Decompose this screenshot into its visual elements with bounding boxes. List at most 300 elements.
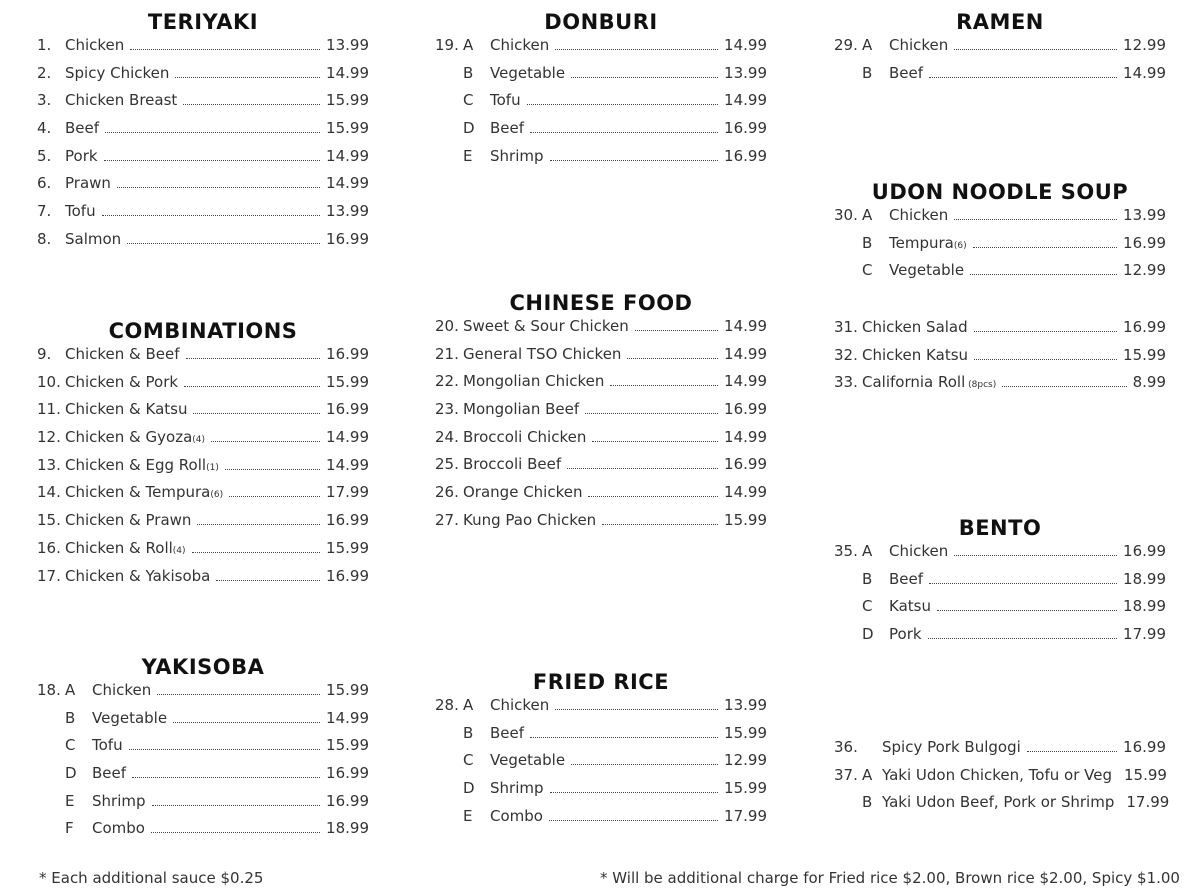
item-variant-letter: C	[65, 736, 76, 755]
dot-leader	[929, 583, 1117, 584]
item-name	[65, 119, 105, 137]
menu-item	[435, 36, 767, 64]
dot-leader	[129, 749, 320, 750]
menu-item	[435, 751, 767, 779]
menu-item	[834, 542, 1166, 570]
section-title: RAMEN	[956, 10, 1044, 34]
dot-leader	[937, 610, 1117, 611]
dot-leader	[211, 441, 320, 442]
menu-item	[37, 428, 369, 456]
menu-item	[37, 511, 369, 539]
menu-item	[834, 206, 1166, 234]
item-name-text: Tofu	[490, 91, 521, 110]
item-name-text: Tempura	[889, 233, 954, 252]
item-name	[490, 147, 550, 165]
section-title: TERIYAKI	[147, 10, 259, 34]
item-name	[889, 64, 929, 82]
item-name-text: Mongolian Chicken	[463, 372, 605, 391]
dot-leader	[225, 469, 320, 470]
item-price: 17.99	[724, 806, 767, 825]
item-variant-letter: B	[463, 723, 474, 742]
menu-item	[37, 567, 369, 595]
item-name-text: Prawn	[65, 174, 111, 193]
item-name	[65, 91, 183, 109]
dot-leader	[928, 638, 1118, 639]
item-quantity-note: (4)	[192, 435, 206, 446]
menu-item	[435, 147, 767, 175]
dot-leader	[1002, 386, 1126, 387]
item-name-text: General TSO Chicken	[463, 344, 622, 363]
menu-item	[37, 819, 369, 847]
item-name	[490, 807, 549, 825]
item-name	[65, 456, 225, 474]
item-number: 9.	[37, 345, 52, 363]
item-price: 16.99	[326, 791, 369, 810]
item-name-text: Tofu	[92, 736, 123, 755]
menu-item	[37, 202, 369, 230]
item-name	[889, 261, 970, 279]
item-name-text: Chicken & Gyoza	[65, 428, 193, 447]
menu-item	[834, 597, 1166, 625]
item-price: 14.99	[724, 91, 767, 110]
item-number: 4.	[37, 119, 52, 138]
dot-leader	[585, 413, 718, 414]
item-number: 29.	[834, 36, 858, 54]
item-name	[65, 64, 175, 82]
item-price: 14.99	[326, 174, 369, 193]
dot-leader	[549, 820, 718, 821]
dot-leader	[530, 132, 718, 133]
item-name	[65, 428, 211, 446]
menu-item	[37, 36, 369, 64]
item-number: 24.	[435, 427, 459, 446]
item-quantity-note: (8pcs)	[965, 380, 997, 391]
dot-leader	[610, 385, 718, 386]
item-number: 25.	[435, 455, 459, 474]
item-name-text: Chicken & Egg Roll	[65, 455, 207, 474]
item-name-text: Beef	[889, 63, 924, 82]
item-price: 16.99	[326, 511, 369, 530]
dot-leader	[127, 243, 320, 244]
menu-item	[834, 234, 1166, 262]
menu-item	[37, 539, 369, 567]
item-name-text: Chicken	[490, 696, 550, 714]
footnote-additional-charge: * Will be additional charge for Fried rice $2.00, Brown rice $2.00, Spicy $1.00	[600, 869, 1180, 887]
dot-leader	[627, 358, 718, 359]
dot-leader	[592, 441, 718, 442]
section-teriyaki	[37, 8, 369, 258]
item-name-text: Vegetable	[490, 751, 566, 770]
menu-item	[435, 119, 767, 147]
item-name-text: Chicken	[889, 206, 949, 224]
item-number: 30.	[834, 206, 858, 224]
dot-leader	[571, 77, 718, 78]
item-price: 16.99	[724, 119, 767, 138]
item-name	[490, 64, 571, 82]
item-price: 15.99	[724, 723, 767, 742]
item-name-text: Shrimp	[92, 791, 146, 810]
item-name	[463, 428, 592, 446]
dot-leader	[973, 247, 1117, 248]
menu-item	[37, 792, 369, 820]
item-price: 16.99	[326, 764, 369, 783]
item-name-text: Combo	[490, 806, 543, 825]
item-name-text: Chicken Breast	[65, 91, 178, 110]
item-number: 22.	[435, 372, 459, 391]
dot-leader	[527, 104, 718, 105]
item-number: 26.	[435, 483, 459, 502]
menu-item	[435, 779, 767, 807]
item-number: 27.	[435, 510, 459, 529]
item-name	[65, 400, 193, 418]
item-price: 13.99	[326, 202, 369, 221]
item-price: 13.99	[326, 36, 369, 54]
menu-item	[834, 625, 1166, 653]
item-price: 15.99	[724, 510, 767, 529]
item-price: 14.99	[724, 36, 767, 54]
menu-item	[435, 483, 767, 511]
item-number: 37.	[834, 765, 858, 784]
item-number: 32.	[834, 345, 858, 364]
dot-leader	[974, 359, 1117, 360]
section-bento	[834, 514, 1166, 653]
item-name	[92, 709, 173, 727]
item-name	[882, 738, 1027, 756]
dot-leader	[929, 77, 1117, 78]
item-price: 16.99	[1123, 542, 1166, 560]
menu-item	[834, 738, 1166, 766]
item-name-text: Pork	[65, 146, 98, 165]
menu-item	[834, 570, 1166, 598]
item-price: 18.99	[1123, 569, 1166, 588]
dot-leader	[105, 132, 320, 133]
item-price: 14.99	[724, 483, 767, 502]
item-variant-letter: B	[862, 569, 873, 588]
item-name	[65, 539, 192, 557]
item-price: 15.99	[326, 91, 369, 110]
menu-item	[435, 511, 767, 539]
menu-item	[37, 174, 369, 202]
item-number: 16.	[37, 538, 61, 557]
dot-leader	[550, 792, 719, 793]
item-name-text: Yaki Udon Chicken, Tofu or Veg	[882, 765, 1112, 784]
item-name-text: Combo	[92, 819, 145, 838]
item-variant-letter: A	[862, 206, 873, 224]
item-name	[463, 372, 610, 390]
item-number: 6.	[37, 174, 52, 193]
section-chinese-food	[435, 289, 767, 539]
menu-item	[435, 724, 767, 752]
item-number: 7.	[37, 202, 52, 221]
item-number: 35.	[834, 542, 858, 560]
item-number: 31.	[834, 318, 858, 336]
menu-item	[435, 455, 767, 483]
item-price: 16.99	[326, 229, 369, 248]
menu-item	[37, 483, 369, 511]
dot-leader	[229, 496, 320, 497]
item-name-text: Vegetable	[490, 63, 566, 82]
dot-leader	[186, 358, 321, 359]
item-name	[65, 511, 197, 529]
menu-item	[37, 709, 369, 737]
item-name	[490, 91, 527, 109]
dot-leader	[550, 160, 719, 161]
item-price: 17.99	[1123, 625, 1166, 644]
dot-leader	[117, 187, 320, 188]
item-quantity-note: (6)	[210, 490, 224, 501]
item-name	[92, 764, 132, 782]
item-variant-letter: A	[862, 765, 873, 784]
item-variant-letter: A	[862, 36, 873, 54]
item-name-text: Pork	[889, 625, 922, 644]
item-variant-letter: C	[862, 261, 873, 280]
item-name-text: Shrimp	[490, 779, 544, 798]
section-title: UDON NOODLE SOUP	[871, 180, 1129, 204]
item-name-text: Chicken & Yakisoba	[65, 566, 211, 585]
item-variant-letter: D	[463, 779, 475, 798]
item-number: 19.	[435, 36, 459, 54]
item-name	[65, 36, 130, 54]
item-name	[463, 400, 585, 418]
item-variant-letter: A	[65, 681, 76, 699]
dot-leader	[635, 330, 718, 331]
dot-leader	[130, 49, 320, 50]
item-price: 14.99	[1123, 63, 1166, 82]
item-name-text: Chicken	[490, 36, 550, 54]
section-ramen	[834, 8, 1166, 91]
item-number: 14.	[37, 483, 61, 502]
section-combinations	[37, 317, 369, 594]
item-name	[92, 736, 129, 754]
item-price: 14.99	[326, 455, 369, 474]
menu-item	[37, 456, 369, 484]
section-title: COMBINATIONS	[108, 319, 298, 343]
menu-item	[834, 346, 1166, 374]
item-price: 14.99	[326, 708, 369, 727]
item-price: 16.99	[724, 400, 767, 419]
item-name-text: Beef	[889, 569, 924, 588]
menu-item	[435, 400, 767, 428]
item-variant-letter: D	[862, 625, 874, 644]
item-price: 16.99	[724, 146, 767, 165]
menu-item	[37, 681, 369, 709]
item-price: 15.99	[326, 372, 369, 391]
item-name-text: Yaki Udon Beef, Pork or Shrimp	[882, 793, 1115, 812]
section-udon-noodle-soup	[834, 178, 1166, 289]
item-name	[490, 119, 530, 137]
item-name-text: Broccoli Beef	[463, 455, 562, 474]
dot-leader	[132, 777, 320, 778]
section-title: YAKISOBA	[141, 655, 265, 679]
item-name-text: Shrimp	[490, 146, 544, 165]
section-donburi	[435, 8, 767, 174]
item-name-text: Mongolian Beef	[463, 400, 580, 419]
item-variant-letter: B	[463, 63, 474, 82]
item-name	[882, 766, 1118, 784]
item-name	[65, 345, 186, 363]
item-name	[862, 318, 974, 336]
menu-item	[37, 119, 369, 147]
menu-item	[435, 372, 767, 400]
item-name-text: Kung Pao Chicken	[463, 510, 597, 529]
menu-item	[435, 317, 767, 345]
item-price: 12.99	[724, 751, 767, 770]
dot-leader	[183, 104, 320, 105]
dot-leader	[970, 274, 1117, 275]
item-name	[65, 174, 117, 192]
dot-leader	[555, 709, 718, 710]
dot-leader	[571, 764, 718, 765]
item-variant-letter: B	[862, 233, 873, 252]
item-price: 15.99	[326, 681, 369, 699]
item-price: 14.99	[724, 372, 767, 391]
dot-leader	[954, 555, 1117, 556]
item-name	[65, 202, 102, 220]
dot-leader	[102, 215, 320, 216]
item-name	[862, 373, 1002, 391]
item-price: 16.99	[724, 455, 767, 474]
item-number: 12.	[37, 428, 61, 447]
menu-item	[37, 400, 369, 428]
item-name	[463, 511, 602, 529]
item-price: 18.99	[1123, 597, 1166, 616]
menu-item	[37, 345, 369, 373]
item-price: 14.99	[724, 427, 767, 446]
item-price: 15.99	[724, 779, 767, 798]
item-price: 12.99	[1123, 36, 1166, 54]
item-name	[463, 483, 588, 501]
item-price: 16.99	[1123, 233, 1166, 252]
dot-leader	[567, 468, 718, 469]
item-variant-letter: B	[65, 708, 76, 727]
menu-item	[37, 736, 369, 764]
item-variant-letter: E	[463, 806, 473, 825]
menu-item	[435, 807, 767, 835]
item-number: 28.	[435, 696, 459, 714]
item-price: 16.99	[326, 400, 369, 419]
menu-item	[435, 345, 767, 373]
menu-item	[435, 64, 767, 92]
menu-item	[37, 147, 369, 175]
item-name-text: Spicy Chicken	[65, 63, 170, 82]
section-title: BENTO	[958, 516, 1042, 540]
item-price: 17.99	[326, 483, 369, 502]
item-name-text: Orange Chicken	[463, 483, 583, 502]
section-title: DONBURI	[544, 10, 658, 34]
item-name	[65, 373, 184, 391]
item-name-text: Chicken Katsu	[862, 345, 969, 364]
item-name-text: Chicken & Pork	[65, 372, 179, 391]
dot-leader	[197, 524, 320, 525]
item-name-text: Chicken	[889, 542, 949, 560]
menu-item	[834, 793, 1170, 821]
item-price: 15.99	[1123, 345, 1166, 364]
item-number: 18.	[37, 681, 61, 699]
item-number: 3.	[37, 91, 52, 110]
item-name-text: Chicken & Roll	[65, 538, 173, 557]
section-misc	[834, 318, 1166, 401]
menu-item	[834, 36, 1166, 64]
item-name	[882, 793, 1120, 811]
item-number: 36.	[834, 738, 858, 756]
section-fried-rice	[435, 668, 767, 834]
section-title: CHINESE FOOD	[509, 291, 693, 315]
item-name	[92, 681, 157, 699]
item-price: 14.99	[724, 317, 767, 335]
item-number: 5.	[37, 146, 52, 165]
item-name-text: Beef	[92, 764, 127, 783]
item-number: 11.	[37, 400, 61, 419]
item-name	[889, 570, 929, 588]
item-price: 14.99	[326, 428, 369, 447]
item-quantity-note: (1)	[206, 462, 219, 473]
dot-leader	[192, 552, 321, 553]
item-price: 15.99	[326, 538, 369, 557]
dot-leader	[104, 160, 321, 161]
menu-item	[37, 91, 369, 119]
item-name-text: Spicy Pork Bulgogi	[882, 738, 1021, 756]
menu-item	[37, 230, 369, 258]
item-name-text: Chicken & Prawn	[65, 511, 192, 530]
item-name	[463, 455, 567, 473]
item-variant-letter: B	[862, 63, 873, 82]
menu-item	[435, 428, 767, 456]
dot-leader	[954, 219, 1117, 220]
footnote-sauce: * Each additional sauce $0.25	[39, 869, 264, 887]
item-name	[889, 234, 973, 252]
item-variant-letter: F	[65, 819, 74, 838]
item-number: 10.	[37, 372, 61, 391]
item-variant-letter: E	[65, 791, 75, 810]
item-name-text: Chicken & Tempura	[65, 483, 211, 502]
item-number: 8.	[37, 229, 52, 248]
menu-item	[834, 261, 1166, 289]
dot-leader	[175, 77, 320, 78]
item-name-text: Broccoli Chicken	[463, 427, 587, 446]
item-name-text: Chicken	[92, 681, 152, 699]
item-name	[862, 346, 974, 364]
dot-leader	[602, 524, 718, 525]
item-quantity-note: (6)	[953, 240, 967, 251]
item-price: 12.99	[1123, 261, 1166, 280]
item-price: 14.99	[326, 146, 369, 165]
item-name-text: California Roll	[862, 373, 966, 392]
item-name-text: Katsu	[889, 597, 931, 616]
item-variant-letter: C	[862, 597, 873, 616]
item-price: 18.99	[326, 819, 369, 838]
item-name	[490, 36, 555, 54]
menu-item	[37, 64, 369, 92]
item-name	[490, 696, 555, 714]
dot-leader	[216, 580, 320, 581]
item-variant-letter: E	[463, 146, 473, 165]
dot-leader	[954, 49, 1117, 50]
item-variant-letter: A	[463, 36, 474, 54]
item-price: 17.99	[1126, 793, 1170, 812]
item-name-text: Beef	[65, 119, 100, 138]
item-number: 1.	[37, 36, 52, 54]
dot-leader	[555, 49, 718, 50]
item-number: 23.	[435, 400, 459, 419]
item-number: 2.	[37, 63, 52, 82]
item-number: 20.	[435, 317, 459, 335]
dot-leader	[173, 722, 320, 723]
item-variant-letter: D	[463, 119, 475, 138]
menu-item	[37, 373, 369, 401]
item-name-text: Beef	[490, 723, 525, 742]
item-variant-letter: A	[862, 542, 873, 560]
item-price: 13.99	[724, 696, 767, 714]
